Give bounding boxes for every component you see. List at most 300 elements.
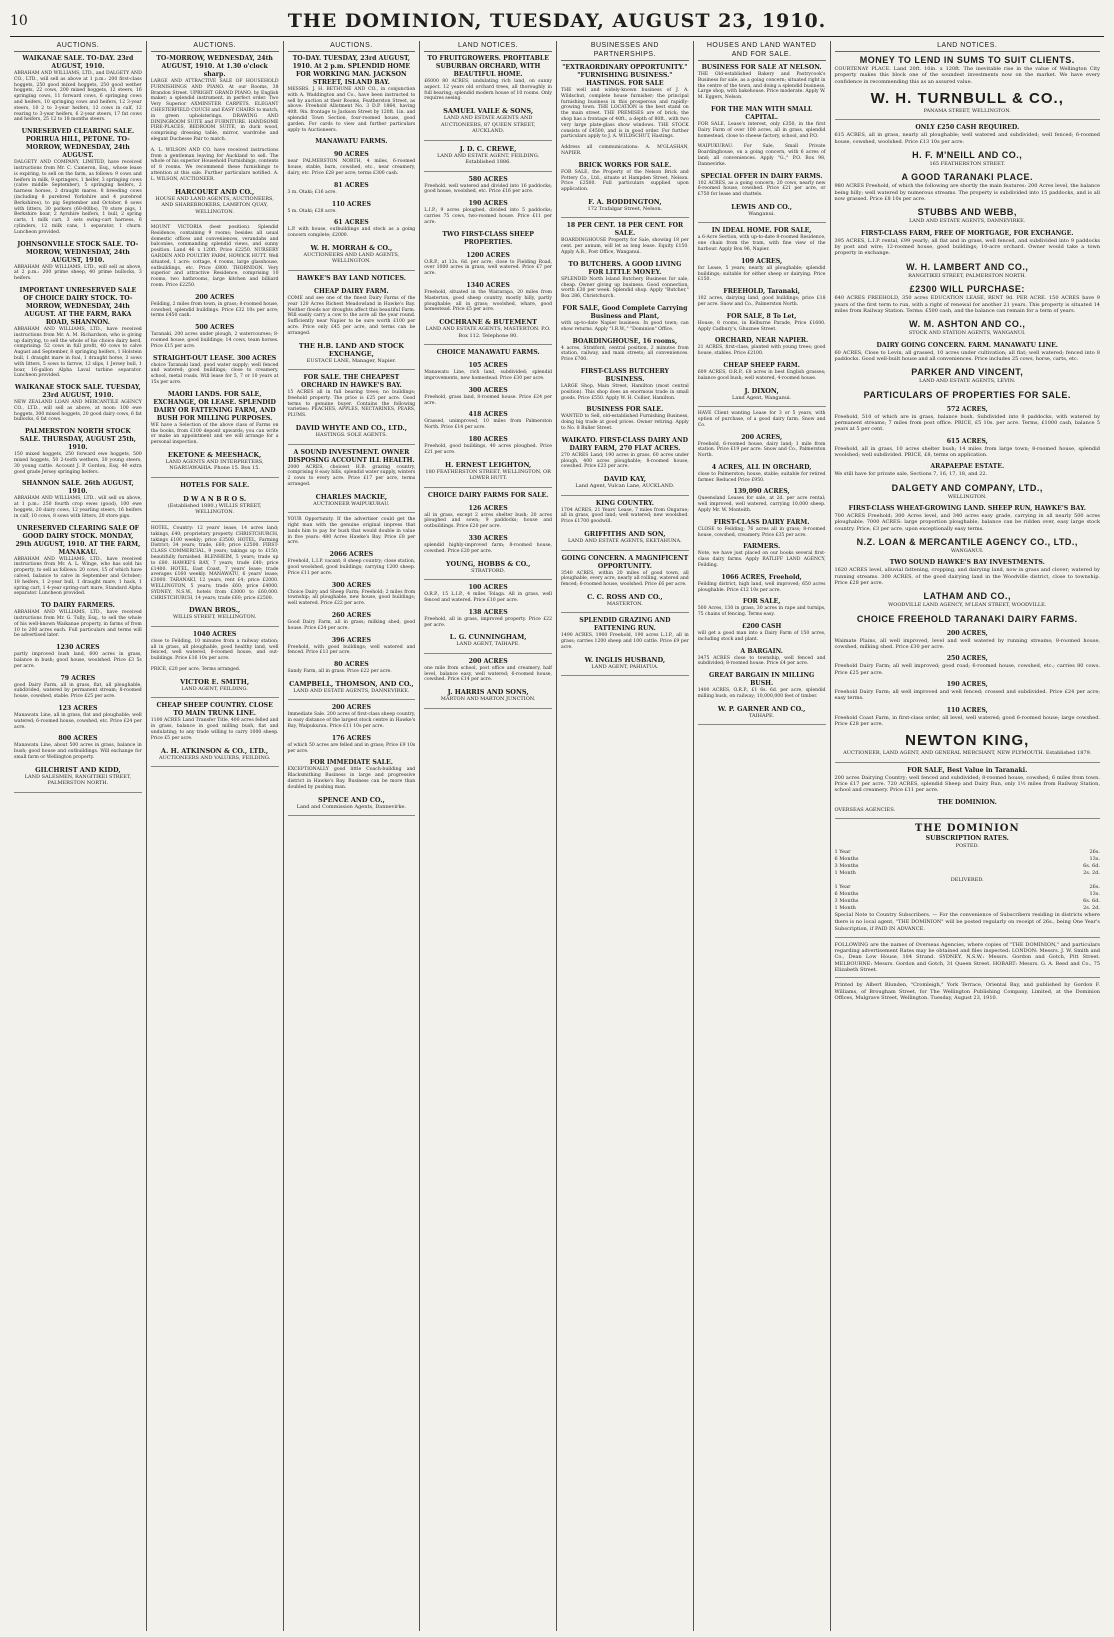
advertisement	[288, 637, 416, 657]
advertisement	[698, 598, 826, 618]
ad-heading: 110 ACRES,	[946, 706, 988, 714]
advertisement	[698, 488, 826, 513]
advertisement	[835, 230, 1101, 257]
ad-body: WANTED to Sell, old-established Furnishing Business, doing big trade at good prices. Owner retiring. Apply to No. 8 Buller Street.	[561, 414, 689, 431]
ad-body: 980 ACRES Freehold, of which the following are shortly the main features: 200 Acres level, the balance being hilly; well watered by numerous streams. The property is subdivided into 15 paddocks, and is all now grassed. Price £8 10s per acre.	[834, 183, 1100, 203]
divider-rule	[288, 369, 416, 370]
advertisement	[151, 702, 279, 741]
column-2	[147, 41, 284, 1631]
ad-heading: 1066 ACRES, Freehold,	[721, 573, 802, 581]
advertisement	[14, 55, 142, 123]
advertiser-name: D W A N B R O S.	[183, 494, 247, 503]
advertisement	[424, 411, 552, 431]
advertisement	[14, 675, 142, 700]
divider-rule	[561, 495, 689, 496]
ad-heading: SHANNON SALE. 26th AUGUST, 1910.	[21, 480, 134, 496]
ad-body: Freehold, good buildings, 40 acres ploughed. Price £21 per acre.	[424, 444, 552, 455]
advertisement	[288, 151, 416, 176]
advertiser-address: LAND AND ESTATE AGENTS, LEVIN.	[919, 378, 1016, 385]
divider-rule	[424, 140, 552, 141]
advertisement	[561, 198, 689, 213]
ad-body: Freehold, all in grass, 10 acres shelter bush; 14 miles from large town; 8-roomed house, splendid woolshed; well subdivided. PRICE, £8, terms on application.	[834, 445, 1100, 458]
advertisement	[561, 145, 689, 157]
advertiser-address: (Established 1880.) WILLIS STREET, WELLINGTON.	[167, 502, 262, 516]
ad-body: 3475 ACRES close to township, well fenced and subdivided; 8-roomed house. Price £4 per acre.	[697, 655, 826, 667]
advertisement	[698, 313, 826, 333]
advertisement	[698, 705, 826, 720]
rate-row	[835, 905, 1101, 912]
ad-heading: 123 ACRES	[58, 705, 98, 712]
advertisement	[835, 505, 1101, 532]
advertiser-address: STOCK AND STATION AGENTS, WANGANUI.	[908, 330, 1026, 337]
ad-body: 1704 ACRES, 21 Years' Lease, 7 miles from Ongarue; all in grass, good land; well watered; new woolshed. Price £1700 goodwill.	[561, 507, 689, 525]
ad-body: 395 ACRES, L.I.P. rental, £99 yearly; all flat and in grass, well fenced, and subdivided into 9 paddocks by post and wire; 12-roomed house, good buildings; 10-acre orchard. Owner would take a town property in exchange.	[834, 237, 1100, 257]
advertisement	[835, 55, 1101, 85]
advertisement	[561, 162, 689, 193]
advertiser-address: HOUSE AND LAND AGENTS, AUCTIONEERS, AND SHAREBROKERS, LAMBTON QUAY, WELLINGTON.	[155, 195, 274, 215]
ad-heading: IN IDEAL HOME. FOR SALE,	[711, 227, 812, 235]
ad-body: Freehold Coast Farm, in first-class order, all level, well watered; good 6-roomed house; large cowshed. Price £28 per acre.	[834, 714, 1100, 727]
ad-heading: UNRESERVED CLEARING SALE. PORIRUA HILL, PETONE. TO-MORROW, WEDNESDAY, 24th AUGUST.	[21, 128, 135, 160]
advertisement	[151, 747, 279, 762]
ad-heading: 615 ACRES,	[946, 437, 988, 445]
ad-heading: 2066 ACRES	[329, 551, 374, 559]
advertisement	[424, 535, 552, 555]
ad-body: Freehold Dairy Farm; all well improved; good road; 6-roomed house, cowshed, etc.; carries 80 cows. Price £25 per acre.	[834, 663, 1100, 676]
ad-body: Freehold, 6-roomed house, dairy land; 1 mile from station. Price £19 per acre. Snow and Co., Palmerston North.	[697, 441, 826, 459]
ad-heading: 138 ACRES	[468, 608, 508, 616]
subscription-rates	[835, 835, 1101, 933]
advertiser-address: LAND AGENTS AND INTERPRETERS, NGARUAWAHIA. Phone 15. Box 15.	[165, 458, 264, 472]
advertiser-name: A. H. ATKINSON & CO., LTD.,	[161, 746, 269, 755]
ad-heading: PALMERSTON NORTH STOCK SALE. THURSDAY, AUGUST 25th, 1910.	[19, 428, 136, 452]
ad-body: ABRAHAM AND WILLIAMS, LTD., will sell on above, at 1 p.m.: 250 fourth crop ewes (good), 100 ewe hoggets, 20 dairy cows, 12 yearling steers, 16 heifers in calf, 10 cows, 8 sows with litters, 20 store pigs.	[14, 496, 142, 519]
divider-rule	[288, 270, 416, 271]
ad-heading: 200 ACRES	[331, 704, 371, 712]
advertisement	[151, 667, 279, 673]
advertisement	[14, 705, 142, 730]
masthead	[10, 6, 1104, 37]
ad-heading: JOHNSONVILLE STOCK SALE. TO-MORROW, WEDNESDAY, 24th AUGUST, 1910.	[17, 240, 139, 264]
ad-heading: 1340 ACRES	[466, 282, 510, 290]
advertisement	[698, 519, 826, 539]
ad-body: L.P. with house, outbuildings and stock as a going concern complete; £2000.	[287, 227, 416, 239]
ad-body: 5 m. Otaki; £28 acre.	[287, 208, 337, 214]
ad-body: 4 acres, Stratford, central position, 2 minutes from station, railway, and main streets; all conveniences. Price £700.	[561, 345, 689, 363]
advertisement	[835, 150, 1101, 168]
advertiser-name: LEWIS AND CO.,	[731, 202, 792, 211]
advertiser-name: DAVID KAY,	[603, 475, 647, 484]
advertisement	[424, 55, 552, 102]
ad-body: SPLENDID North Island Butchery Business for sale, cheap. Owner giving up business. Good connection, worth £30 per week. Splendid shop. Apply "Butcher," Box 286, Christchurch.	[561, 276, 689, 300]
advertisement	[424, 560, 552, 575]
advertiser-name: J. DIXON,	[744, 386, 779, 395]
advertisement	[424, 231, 552, 247]
rate-row	[835, 898, 1101, 905]
ad-heading: 110 ACRES	[331, 200, 371, 208]
advertiser-name: W. P. GARNER AND CO.,	[717, 704, 806, 713]
ad-heading: IMPORTANT UNRESERVED SALE OF CHOICE DAIRY STOCK. TO-MORROW, WEDNESDAY, 24th AUGUST. AT THE FARM, RAKA ROAD, SHANNON.	[19, 286, 137, 326]
advertisement	[288, 55, 416, 133]
advertiser-name: CAMPBELL, THOMSON, AND CO.,	[289, 679, 414, 688]
ad-heading: WAIKANAE STOCK SALE. TUESDAY, 23rd AUGUST, 1910.	[14, 384, 141, 400]
divider-rule	[288, 512, 416, 513]
advertiser-name: H. ERNEST LEIGHTON,	[444, 460, 532, 469]
ad-body: Manawatu Line, rich land, subdivided; splendid improvements, new homestead. Price £30 per acre.	[424, 370, 552, 382]
divider-rule	[561, 550, 689, 551]
ad-body: LARGE Shop, Main Street, Hamilton (most central position). This shop does an enormous trade in small goods. Price £550. Apply W. H. Collier, Hamilton.	[561, 384, 689, 401]
advertisement	[698, 64, 826, 101]
ad-body: THE well and widely-known business of J. A. Wildschut, complete house furnisher; the principal furnishing business in this prosperous and rapidly-growing town. THE LOCATION is the best stand on the main street. THE PREMISES are of brick; the shop has a frontage of 40ft., a depth of 80ft., with two very large plate-glass show windows. THE STOCK consists of £4500, and is in good order. For further particulars apply to J. A. WILDSCHUT, Hastings.	[561, 88, 689, 140]
ad-heading: CHEAP DAIRY FARM.	[314, 287, 389, 295]
advertisement	[14, 241, 142, 282]
ad-heading: DAIRY GOING CONCERN. FARM. MANAWATU LINE.	[876, 341, 1058, 349]
advertisement	[288, 759, 416, 790]
ad-body: Immediate Sale. 200 acres of first-class sheep country, in easy distance of the largest stock centre in Hawke's Bay, Waipukurau. Price £11 10s per acre.	[287, 712, 416, 730]
advertiser-address: PANAMA STREET, WELLINGTON.	[923, 107, 1011, 114]
advertisement	[14, 602, 142, 639]
ad-heading: FOR SALE,	[742, 598, 781, 606]
ad-heading: 200 ACRES	[468, 657, 508, 665]
ad-heading: 126 ACRES	[468, 504, 508, 512]
ad-heading: 105 ACRES	[468, 362, 508, 370]
ad-heading: 4 ACRES, ALL IN ORCHARD,	[711, 463, 812, 471]
advertisement	[698, 623, 826, 643]
ad-body: Freehold, 510 of which are in grass, balance bush. Subdivided into 8 paddocks, with watered by permanent streams; 7 miles from post office. PRICE, £5 10s. per acre. Terms, £1000 cash, balance 5 years at 5 per cent.	[834, 413, 1100, 433]
advertisement	[561, 617, 689, 650]
ad-body: PRICE, £20 per acre. Terms arranged.	[150, 667, 241, 673]
ad-body: 102 ACRES, as a going concern; 20 cows, nearly new 6-roomed house, cowshed. Price £21 per acre, or £750 for lease and chattels.	[697, 180, 826, 198]
advertisement	[561, 222, 689, 255]
advertisement	[424, 584, 552, 604]
divider-rule	[288, 444, 416, 445]
advertiser-address: Land Agent, Vulcan Lane, AUCKLAND.	[575, 483, 675, 490]
ad-body: 270 ACRES Land; 190 acres in grass, 60 acres under plough, 400 acres ploughable; 8-roomed house, cowshed. Price £23 per acre.	[561, 452, 689, 470]
advertisement	[151, 225, 279, 289]
ad-body: Manawatu Line, all in grass, flat and ploughable; well watered; 6-roomed house, cowshed, etc. Price £24 per acre.	[14, 713, 142, 730]
ad-body: House, 8 rooms, in Kelburne Parade, Price £1600. Apply Cadbury's, Ghuznee Street.	[697, 320, 826, 332]
advertiser-address: LAND SALESMEN, RANGITIKEI STREET, PALMERSTON NORTH.	[24, 773, 132, 787]
advertisement	[835, 172, 1101, 202]
ad-heading: 300 ACRES	[331, 581, 371, 589]
advertisement	[151, 355, 279, 386]
ad-heading: A SOUND INVESTMENT. OWNER DISPOSING ACCOUNT ILL HEALTH.	[288, 448, 415, 464]
ad-body: Feilding, 2 miles from town, in grass; 8-roomed house, cowshed, splendid buildings. Price £32 10s per acre; terms £450 cash.	[150, 301, 279, 319]
advertiser-address: MARTON AND MARTON JUNCTION.	[440, 696, 536, 703]
ad-heading: BOARDINGHOUSE, 16 rooms,	[572, 337, 678, 345]
advertiser-name: VICTOR E. SMITH,	[180, 677, 250, 686]
ad-body: 200 acres Dairying Country; well fenced and subdivided; 8-roomed house, cowshed; 6 miles from town. Price £17 per acre. 720 ACRES, splendid Sheep and Dairy Run, only 1½ miles from Railway Station, school and creamery. Price £11 per acre.	[834, 774, 1100, 794]
ad-heading: 200 ACRES,	[741, 433, 783, 441]
advertisement	[288, 493, 416, 508]
ad-heading: TO DAIRY FARMERS.	[40, 602, 115, 610]
ad-heading: H. F. M'NEILL AND CO.,	[912, 149, 1023, 160]
advertisement	[561, 368, 689, 401]
ad-body: Feilding district, high land, well improved; 650 acres ploughable. Price £12 10s per acre.	[697, 581, 826, 593]
ad-body: 1620 ACRES level, alluvial fattening, cropping, and dairying land, now in grass and clover; watered by running streams. 300 ACRES, of the good dairying land in the Woodville district, close to township. Price £28 per acre.	[834, 567, 1100, 587]
ad-heading: TO BUTCHERS. A GOOD LIVING FOR LITTLE MONEY.	[568, 260, 682, 276]
divider-rule	[151, 766, 279, 767]
advertisement	[288, 138, 416, 146]
advertisement	[835, 319, 1101, 337]
ad-heading: 18 PER CENT. 18 PER CENT. FOR SALE.	[566, 222, 684, 238]
advertisement	[698, 258, 826, 283]
ad-heading: 190 ACRES	[468, 200, 508, 208]
advertisement	[835, 732, 1101, 757]
divider-rule	[561, 675, 689, 676]
advertisement	[151, 324, 279, 349]
rate-period: 3 Months	[834, 897, 859, 904]
ad-body: all in grass, except 2 acres shelter bush; 20 acres ploughed and sown; 9 paddocks; house and outbuildings. Price £20 per acre.	[424, 512, 552, 530]
ad-body: Taranaki, 200 acres under plough, 2 watercourses; 8-roomed house, good buildings; 14 cows, team horses. Price £15 per acre.	[150, 332, 279, 349]
advertisement	[424, 107, 552, 135]
advertiser-address: WANGANUI.	[950, 547, 984, 554]
ad-body: Note, we have just placed on our books several first-class dairy farms. Apply RATLIFF LAND AGENCY, Feilding.	[697, 551, 826, 569]
ad-body: A. L. WILSON AND CO. have received instructions from a gentleman leaving for Auckland to sell. The whole of his superior Household Furnishings, contents of 8 rooms. We recommend these furnishings to attention at this sale. Further particulars notified. A. L. WILSON, AUCTIONEER.	[150, 147, 279, 182]
ad-body: BOARDINGHOUSE Property for Sale, showing 18 per cent. per annum, will let as long lease. Equity £150. Apply A.B., Post Office, Wanganui.	[561, 238, 689, 256]
ad-heading: HAWKE'S BAY LAND NOTICES.	[296, 274, 406, 282]
advertiser-address: 165 FEATHERSTON STREET.	[929, 160, 1006, 167]
column-4	[420, 41, 557, 1631]
advertiser-name: L. G. CUNNINGHAM,	[449, 633, 527, 642]
ad-heading: 200 ACRES,	[946, 629, 988, 637]
section-heading: AUCTIONS.	[151, 41, 279, 52]
advertiser-address: Wanganui.	[748, 210, 775, 217]
ad-body: 615 ACRES, all in grass, nearly all ploughable; well watered and subdivided; well fenced; 6-roomed house, cowshed, woolshed. Price £13 10s per acre.	[834, 132, 1100, 145]
ad-body: for Lease, 5 years; nearly all ploughable; splendid buildings; suitable for either sheep or dairying. Price £150.	[697, 265, 826, 283]
ad-heading: KING COUNTRY.	[595, 499, 654, 507]
ad-heading: CHOICE DAIRY FARMS FOR SALE.	[427, 491, 549, 499]
divider-rule	[835, 937, 1101, 938]
ad-heading: FIRST-CLASS DAIRY FARM.	[713, 518, 810, 526]
ad-body: 640 ACRES FREEHOLD, 350 acres EDUCATION LEASE, RENT 9d. PER ACRE. 150 ACRES have 9 years of the first term to run, with a right of renewal for another 21 years. This property is situated 14 miles from Railway Station. Terms: £500 cash, and the balance can remain for a term of years.	[834, 295, 1100, 314]
ad-heading: SPLENDID GRAZING AND FATTENING RUN.	[579, 617, 671, 633]
ad-body: Good Dairy Farm, all in grass; milking shed, good house. Price £24 per acre.	[287, 619, 416, 631]
advertisement	[698, 288, 826, 308]
advertisement	[151, 148, 279, 183]
ad-heading: 180 ACRES	[468, 436, 508, 444]
advertiser-address: WOODVILLE LAND AGENCY, M'LEAN STREET, WOODVILLE.	[888, 602, 1047, 609]
divider-rule	[424, 653, 552, 654]
advertisement	[835, 124, 1101, 145]
advertisement	[424, 492, 552, 500]
advertisement	[14, 384, 142, 423]
advertisement	[698, 543, 826, 568]
advertisement	[698, 337, 826, 357]
divider-rule	[698, 222, 826, 223]
ad-heading: STRAIGHT-OUT LEASE. 300 ACRES	[153, 354, 277, 362]
rate-period: 1 Year	[834, 849, 851, 856]
advertisement	[424, 145, 552, 166]
ad-heading: MANAWATU FARMS.	[315, 138, 388, 146]
advertisement	[835, 559, 1101, 586]
ad-body: OVERSEAS AGENCIES.	[834, 806, 896, 813]
advertiser-address: LAND AND ESTATE AGENTS, EKETAHUNA.	[567, 538, 682, 545]
advertisement	[835, 483, 1101, 501]
ad-heading: 300 ACRES	[468, 386, 508, 394]
advertiser-address: Land and Commission Agents, Dannevirke.	[296, 803, 407, 810]
advertiser-name: CHARLES MACKIE,	[315, 492, 388, 501]
advertisement	[14, 480, 142, 519]
ad-heading: 61 ACRES	[333, 219, 369, 227]
advertisement	[424, 688, 552, 703]
ad-heading: THE DOMINION.	[937, 798, 997, 806]
ad-heading: LATHAM AND CO.,	[923, 591, 1011, 602]
divider-rule	[424, 708, 552, 709]
ad-body: close to Feilding, 10 minutes from a railway station; all in grass, all ploughable, good healthy land, well fenced, well watered, 8-roomed house, and out-buildings. Price £16 10s per acre.	[150, 638, 279, 662]
divider-rule	[151, 477, 279, 478]
ad-body: 500 Acres, 130 in grass, 30 acres in rape and turnips, 75 chains of fencing. Terms easy.	[697, 606, 826, 618]
advertisement	[561, 305, 689, 333]
advertisement	[835, 463, 1101, 477]
advertisement	[424, 387, 552, 407]
ad-heading: FOR SALE, Good Complete Carrying Business and Plant,	[562, 305, 688, 321]
ad-body: O.R.P., at 12s. 6d. per acre; close to Fielding Road, over 1000 acres in grass, well watered. Price £7 per acre.	[424, 259, 552, 277]
ad-heading: 90 ACRES	[333, 151, 369, 159]
ad-heading: 81 ACRES	[333, 181, 369, 189]
advertisement	[151, 495, 279, 516]
advertiser-address: AUCTIONEER WAIPUKURAU.	[313, 500, 390, 507]
advertisement	[288, 244, 416, 265]
ad-heading: FIRST-CLASS BUTCHERY BUSINESS.	[580, 368, 669, 384]
ad-body: L.I.P.; 9 acres ploughed, divided into 5 paddocks; carries 75 cows, two-roomed house. Price £11 per acre.	[424, 208, 552, 225]
ad-body: one mile from school, post office and creamery, half level, balance easy, well watered; 6-roomed house, cowshed. Price £14 per acre.	[424, 665, 552, 683]
advertisement	[835, 262, 1101, 280]
ad-body: HAVE Client wanting Lease for 3 or 5 years, with option of purchase, of a good dairy farm. Snow and Co.	[697, 411, 826, 428]
advertisement	[835, 681, 1101, 702]
rate-row	[835, 849, 1101, 856]
advertisement	[14, 766, 142, 787]
ad-body: 700 ACRES Freehold; 300 Acres level, and 340 acres easy grade, carrying in all nearly 500 acres ploughable. 7000 ACRES: large proportion ploughable, balance can be ridden over, easy large stock country. Price, £3 per acre, upon exceptionally easy terms.	[834, 513, 1100, 532]
ad-body: COURTENAY PLACE. Land 20ft. 10in. x 120ft. The inevitable rise in the value of Wellington City property makes this block one of the soundest investments now on the market. We have every confidence in recommending this as an assured value.	[834, 66, 1100, 85]
page-number: 10	[10, 13, 28, 29]
ad-body: Freehold, with good buildings; well watered and fenced. Price £13 per acre.	[287, 644, 416, 656]
divider-rule	[835, 119, 1101, 120]
advertiser-name: DWAN BROS.,	[188, 606, 241, 615]
ad-body: WE have a Selection of the above class of Farms on the books, from £100 deposit upwards; you can write or make an appointment and we will arrange for a personal inspection.	[150, 422, 279, 446]
ad-heading: SPECIAL OFFER IN DAIRY FARMS.	[700, 172, 823, 180]
section-heading: BUSINESSES AND PARTNERSHIPS.	[561, 41, 689, 61]
advertiser-name: J. HARRIS AND SONS,	[447, 688, 529, 697]
divider-rule	[151, 220, 279, 221]
advertisement	[424, 349, 552, 357]
ad-heading: DALGETY AND COMPANY, LTD.,	[891, 482, 1043, 493]
ad-heading: 190 ACRES,	[946, 681, 988, 688]
advertisement	[835, 630, 1101, 651]
advertiser-name: HARCOURT AND CO.,	[174, 187, 255, 196]
advertisement	[561, 64, 689, 140]
ad-body: MESSRS. J. H. BETHUNE AND CO., in conjunction with A. Waddington and Co., have been instructed to sell by auction at their Rooms, Featherston Street, as above: Freehold Allotment No. 3 D.P. 1864, having 40ft. 9in. frontage to Jackson Street by 120ft. 1in. and splendid Town Section, four-roomed house, good garden. For cards to view and further particulars apply to Auctioneers.	[287, 87, 416, 133]
ad-body: 1490 ACRES, 1900 Freehold, 190 acres L.I.P., all in grass; carries 1200 sheep and 100 cattle. Price £9 per acre.	[561, 633, 689, 651]
advertisement	[151, 391, 279, 446]
ad-heading: W. H. LAMBERT AND CO.,	[906, 261, 1029, 272]
advertiser-name: W. H. MORRAH & CO.,	[310, 243, 393, 252]
ad-heading: 250 ACRES,	[946, 655, 988, 663]
rate-row	[835, 884, 1101, 891]
advertisement	[424, 176, 552, 196]
ad-heading: 109 ACRES,	[741, 257, 783, 265]
advertiser-address: WILLIS STREET, WELLINGTON.	[173, 614, 257, 621]
advertisement	[835, 537, 1101, 555]
divider-rule	[698, 406, 826, 407]
advertiser-address: Land Agent, Wanganui.	[732, 394, 792, 401]
ad-heading: CHOICE MANAWATU FARMS.	[436, 349, 540, 357]
column-7-land-notices	[831, 41, 1105, 1631]
ad-body: choice Taranaki land, good water supply; well fenced and watered; good buildings; close to creamery, school, metal roads. Will lease for 5, 7 or 10 years at 15s per acre.	[150, 362, 279, 385]
advertisement	[151, 631, 279, 662]
divider-rule	[151, 697, 279, 698]
advertisement	[835, 406, 1101, 433]
ad-heading: FREEHOLD, Taranaki,	[723, 288, 800, 296]
section-heading: AUCTIONS.	[288, 41, 416, 52]
advertiser-name: C. C. ROSS AND CO.,	[587, 592, 663, 601]
ad-body: will get a good man into a Dairy Farm of 150 acres, including stock and plant.	[697, 631, 826, 642]
ad-heading: ORCHARD, NEAR NAPIER.	[715, 337, 809, 345]
advertisement	[835, 342, 1101, 363]
divider-rule	[424, 344, 552, 345]
advertiser-address: STRATFORD.	[471, 567, 506, 574]
page-title: THE DOMINION, TUESDAY, AUGUST 23, 1910.	[287, 10, 827, 32]
ad-heading: HOTELS FOR SALE.	[180, 481, 250, 489]
advertisement	[561, 530, 689, 545]
divider-rule	[835, 762, 1101, 763]
advertisement	[424, 200, 552, 225]
advertisement	[151, 482, 279, 490]
advertiser-name: GILCHRIST AND KIDD,	[35, 765, 121, 774]
ad-body: 3 m. Otaki; £16 acre.	[287, 189, 337, 195]
ad-body: WAIPUKURAU. For Sale, Small Private Boardinghouse, on a going concern, with 6 acres of land; all conveniences. Apply "G.," P.O. Box 98, Dannevirke.	[697, 144, 826, 167]
advertisement	[698, 227, 826, 252]
ad-heading: TWO FIRST-CLASS SHEEP PROPERTIES.	[442, 230, 534, 246]
ad-body: a 6-Acre Section, with up-to-date 8-roomed Residence, one chain from the tram, with fine view of the harbour. Apply Box 96, Napier.	[697, 235, 826, 253]
advertisement	[835, 655, 1101, 676]
ad-heading: TO-DAY. TUESDAY, 23rd AUGUST, 1910. At 2 p.m. SPLENDID HOME FOR WORKING MAN. JACKSON STREET, ISLAND BAY.	[292, 55, 411, 86]
ad-body: of which 50 acres are felled and in grass; Price £9 10s per acre.	[287, 742, 416, 754]
ad-heading: FOR IMMEDIATE SALE.	[309, 759, 393, 767]
divider-rule	[151, 626, 279, 627]
advertiser-name: W. H. TURNBULL & CO.,	[870, 89, 1064, 107]
ad-heading: FOR SALE, 8 To Let,	[726, 312, 797, 320]
advertisement	[561, 500, 689, 525]
advertisement	[288, 551, 416, 576]
ad-body: 102 acres, dairying land, good buildings; price £18 per acre. Snow and Co., Palmerston North.	[697, 296, 826, 308]
ad-body: ABRAHAM AND WILLIAMS, LTD., will sell as above, at 2 p.m.: 200 prime sheep, 40 prime bullocks, 3 heifers.	[14, 264, 142, 282]
advertiser-address: EUSTACE LANE, Manager, Napier.	[306, 357, 396, 364]
advertiser-address: LAND AND ESTATE AGENT, FEILDING. Established 1886.	[437, 152, 540, 166]
advertisement	[288, 680, 416, 695]
advertisement	[14, 644, 142, 669]
advertisement	[835, 90, 1101, 115]
rate-row	[835, 863, 1101, 870]
ad-body: 60 ACRES, Close to Levin, all grassed, 10 acres under cultivation; all flat; well watered; fenced into 8 paddocks. Good well-built house and all conveniences. Price includes 25 cows, horse, carts, etc.	[834, 349, 1100, 362]
ad-heading: 80 ACRES	[333, 661, 369, 669]
ad-heading: UNRESERVED CLEARING SALE OF GOOD DAIRY STOCK. MONDAY, 29th AUGUST, 1910. AT THE FARM, MANAKAU.	[15, 524, 141, 556]
advertiser-name: J. D. C. CREWE,	[459, 144, 517, 153]
ad-heading: 572 ACRES,	[946, 405, 988, 413]
ad-heading: 396 ACRES	[331, 636, 371, 644]
ad-heading: A GOOD TARANAKI PLACE.	[901, 172, 1033, 183]
advertisement	[151, 451, 279, 472]
advertiser-address: LAND AGENT, TAIHAPE.	[456, 641, 520, 648]
ad-heading: 1200 ACRES	[466, 251, 510, 259]
ad-body: splendid highly-improved farm; 8-roomed house, cowshed. Price £20 per acre.	[424, 543, 552, 554]
ad-heading: ONLY £250 CASH REQUIRED.	[915, 124, 1020, 132]
ad-heading: STUBBS AND WEBB,	[917, 207, 1017, 218]
ad-body: We still have for private sale, Sections 7, 16, 17, 18, and 22.	[834, 471, 988, 478]
advertisement	[288, 182, 416, 196]
ad-heading: BUSINESS FOR SALE.	[586, 406, 664, 414]
advertiser-address: LAND AND ESTATE AGENTS AND AUCTIONEERS, 87 QUEEN STREET, AUCKLAND.	[440, 115, 536, 135]
